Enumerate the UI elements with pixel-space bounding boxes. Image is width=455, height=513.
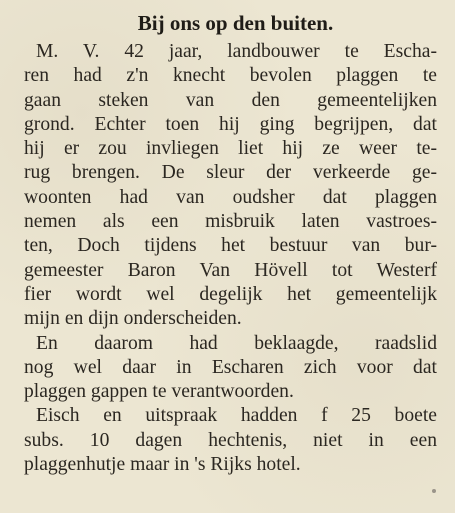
text-line: hij er zou invliegen liet hij ze weer te- [24, 138, 437, 160]
text-line: Eisch en uitspraak hadden f 25 boete [36, 405, 437, 427]
text-line: rug brengen. De sleur der verkeerde ge- [24, 162, 437, 184]
text-line: ren had z'n knecht bevolen plaggen te [24, 65, 437, 87]
text-line: M. V. 42 jaar, landbouwer te Escha- [36, 41, 437, 62]
text-line: plaggen gappen te verantwoorden. [24, 381, 294, 403]
text-line: grond. Echter toen hij ging begrijpen, dat [24, 113, 437, 135]
print-speck [432, 489, 436, 493]
text-line: fier wordt wel degelijk het gemeentelijk [24, 283, 437, 305]
text-line: plaggenhutje maar in 's Rijks hotel. [24, 454, 301, 476]
text-line: ten, Doch tijdens het bestuur van bur- [24, 235, 437, 257]
article-paragraph-1 [24, 40, 437, 332]
text-line: subs. 10 dagen hechtenis, niet in een [24, 429, 437, 451]
text-line: nemen als een misbruik laten vastroes- [24, 211, 437, 233]
article-paragraph-2 [24, 332, 437, 405]
text-line: mijn en dijn onderscheiden. [24, 308, 242, 330]
article-headline: Bij ons op den buiten. [137, 11, 334, 35]
text-line: woonten had van oudsher dat plaggen [24, 186, 437, 208]
article-paragraph-3 [24, 404, 437, 477]
text-line: nog wel daar in Escharen zich voor dat [24, 356, 437, 378]
text-line: En daarom had beklaagde, raadslid [36, 332, 437, 354]
text-line: gaan steken van den gemeentelijken [24, 89, 437, 111]
text-line: gemeester Baron Van Hövell tot Westerf [24, 259, 437, 281]
